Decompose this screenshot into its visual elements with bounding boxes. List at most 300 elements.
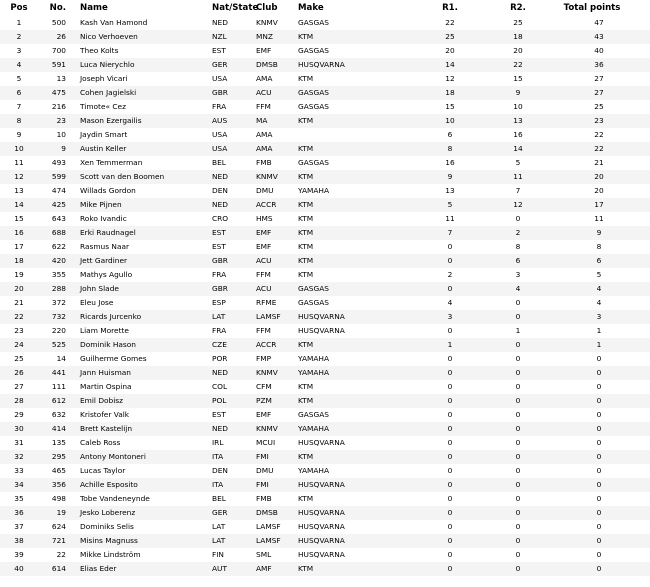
cell-no: 216 — [51, 102, 66, 111]
cell-r1: 10 — [445, 116, 455, 125]
cell-club: FMB — [256, 494, 272, 503]
cell-nat: EST — [212, 410, 226, 419]
cell-r2: 0 — [515, 550, 521, 559]
cell-club: KNMV — [256, 18, 278, 27]
cell-nat: FRA — [212, 326, 227, 335]
cell-name: Emil Dobisz — [80, 396, 124, 405]
cell-r2: 4 — [515, 284, 521, 293]
cell-r2: 0 — [515, 396, 521, 405]
cell-nat: LAT — [212, 312, 226, 321]
cell-pos: 34 — [14, 480, 24, 489]
cell-r2: 11 — [513, 172, 523, 181]
cell-no: 425 — [51, 200, 66, 209]
cell-total: 0 — [596, 564, 602, 573]
cell-no: 14 — [56, 354, 66, 363]
cell-club: FMI — [256, 452, 269, 461]
cell-r1: 12 — [445, 74, 455, 83]
cell-make: KTM — [298, 396, 314, 405]
cell-pos: 8 — [16, 116, 22, 125]
cell-no: 356 — [51, 480, 66, 489]
cell-name: Luca Nierychlo — [80, 60, 135, 69]
table-row — [0, 16, 650, 30]
cell-nat: FRA — [212, 270, 227, 279]
cell-r1: 11 — [445, 214, 455, 223]
cell-club: FMP — [256, 354, 272, 363]
table-row — [0, 506, 650, 520]
cell-make: KTM — [298, 116, 314, 125]
cell-r1: 6 — [447, 130, 453, 139]
cell-club: AMA — [256, 144, 273, 153]
header-no: No. — [49, 3, 66, 13]
cell-no: 622 — [51, 242, 66, 251]
cell-make: KTM — [298, 144, 314, 153]
cell-r1: 18 — [445, 88, 455, 97]
cell-name: Liam Morette — [80, 326, 129, 335]
cell-name: Scott van den Boomen — [80, 172, 165, 181]
cell-nat: DEN — [212, 466, 228, 475]
cell-r2: 18 — [513, 32, 523, 41]
cell-pos: 4 — [16, 60, 22, 69]
cell-r1: 16 — [445, 158, 455, 167]
cell-r1: 0 — [447, 536, 453, 545]
cell-r1: 7 — [447, 228, 453, 237]
cell-r2: 0 — [515, 312, 521, 321]
cell-pos: 1 — [16, 18, 22, 27]
cell-club: EMF — [256, 228, 272, 237]
cell-make: GASGAS — [298, 298, 329, 307]
cell-total: 20 — [594, 186, 604, 195]
table-row — [0, 212, 650, 226]
cell-r1: 0 — [447, 242, 453, 251]
cell-no: 355 — [51, 270, 66, 279]
cell-pos: 16 — [14, 228, 24, 237]
cell-name: Dominik Hason — [80, 340, 136, 349]
results-table-body — [0, 16, 650, 576]
cell-pos: 22 — [14, 312, 24, 321]
cell-make: KTM — [298, 340, 314, 349]
cell-nat: NED — [212, 172, 228, 181]
table-row — [0, 240, 650, 254]
cell-r1: 20 — [445, 46, 455, 55]
cell-nat: ESP — [212, 298, 226, 307]
table-row — [0, 268, 650, 282]
cell-name: Brett Kastelijn — [80, 424, 133, 433]
cell-make: GASGAS — [298, 88, 329, 97]
cell-nat: NED — [212, 200, 228, 209]
table-row — [0, 114, 650, 128]
cell-name: Misins Magnuss — [80, 536, 138, 545]
cell-total: 0 — [596, 480, 602, 489]
cell-r1: 0 — [447, 410, 453, 419]
cell-nat: EST — [212, 46, 226, 55]
cell-club: MA — [256, 116, 268, 125]
cell-nat: ITA — [212, 480, 224, 489]
cell-name: Caleb Ross — [80, 438, 121, 447]
cell-name: Kash Van Hamond — [80, 18, 148, 27]
cell-make: KTM — [298, 382, 314, 391]
cell-total: 23 — [594, 116, 604, 125]
cell-no: 500 — [51, 18, 66, 27]
cell-name: Antony Montoneri — [80, 452, 146, 461]
cell-make: KTM — [298, 256, 314, 265]
table-row — [0, 72, 650, 86]
cell-total: 0 — [596, 438, 602, 447]
cell-pos: 36 — [14, 508, 24, 517]
cell-total: 9 — [596, 228, 602, 237]
cell-total: 22 — [594, 130, 604, 139]
cell-r2: 8 — [515, 242, 521, 251]
cell-nat: BEL — [212, 158, 226, 167]
cell-no: 465 — [51, 466, 66, 475]
cell-club: AMA — [256, 74, 273, 83]
cell-nat: LAT — [212, 536, 226, 545]
table-row — [0, 30, 650, 44]
cell-nat: USA — [212, 74, 228, 83]
cell-r1: 0 — [447, 494, 453, 503]
cell-nat: GBR — [212, 284, 228, 293]
cell-make: KTM — [298, 32, 314, 41]
cell-r2: 0 — [515, 452, 521, 461]
cell-club: AMF — [256, 564, 272, 573]
cell-r1: 22 — [445, 18, 455, 27]
cell-total: 0 — [596, 424, 602, 433]
cell-nat: NED — [212, 424, 228, 433]
cell-no: 26 — [56, 32, 66, 41]
table-row — [0, 184, 650, 198]
cell-name: Martin Ospina — [80, 382, 132, 391]
header-pos: Pos — [10, 3, 28, 13]
cell-r2: 12 — [513, 200, 523, 209]
cell-club: ACU — [256, 88, 272, 97]
cell-r2: 0 — [515, 410, 521, 419]
table-row — [0, 548, 650, 562]
cell-pos: 18 — [14, 256, 24, 265]
cell-no: 22 — [56, 550, 66, 559]
cell-no: 475 — [51, 88, 66, 97]
cell-total: 8 — [596, 242, 602, 251]
cell-club: ACU — [256, 256, 272, 265]
table-row — [0, 324, 650, 338]
cell-pos: 13 — [14, 186, 24, 195]
header-r1: R1. — [442, 3, 458, 13]
table-row — [0, 254, 650, 268]
cell-club: RFME — [256, 298, 277, 307]
cell-nat: CZE — [212, 340, 227, 349]
cell-no: 493 — [51, 158, 66, 167]
cell-name: Austin Keller — [80, 144, 127, 153]
cell-r1: 0 — [447, 480, 453, 489]
cell-make: HUSQVARNA — [298, 438, 345, 447]
cell-r1: 0 — [447, 284, 453, 293]
cell-make: KTM — [298, 564, 314, 573]
table-row — [0, 562, 650, 576]
cell-total: 0 — [596, 368, 602, 377]
cell-no: 732 — [51, 312, 66, 321]
cell-r2: 22 — [513, 60, 523, 69]
cell-no: 721 — [51, 536, 66, 545]
cell-no: 10 — [56, 130, 66, 139]
table-row — [0, 520, 650, 534]
cell-make: HUSQVARNA — [298, 508, 345, 517]
cell-r2: 0 — [515, 340, 521, 349]
cell-club: FMB — [256, 158, 272, 167]
cell-club: SML — [256, 550, 272, 559]
cell-club: LAMSF — [256, 536, 281, 545]
cell-total: 40 — [594, 46, 604, 55]
cell-r1: 0 — [447, 396, 453, 405]
cell-total: 1 — [596, 340, 602, 349]
cell-total: 0 — [596, 452, 602, 461]
table-row — [0, 44, 650, 58]
cell-total: 20 — [594, 172, 604, 181]
cell-nat: CRO — [212, 214, 229, 223]
cell-pos: 25 — [14, 354, 24, 363]
cell-make: GASGAS — [298, 102, 329, 111]
cell-club: LAMSF — [256, 312, 281, 321]
cell-club: MCUI — [256, 438, 276, 447]
cell-nat: GER — [212, 508, 228, 517]
cell-name: Guilherme Gomes — [80, 354, 147, 363]
cell-r2: 0 — [515, 564, 521, 573]
cell-r2: 6 — [515, 256, 521, 265]
cell-r1: 5 — [447, 200, 453, 209]
cell-r2: 14 — [513, 144, 523, 153]
cell-make: YAMAHA — [298, 186, 330, 195]
table-row — [0, 310, 650, 324]
table-row — [0, 142, 650, 156]
cell-make: KTM — [298, 200, 314, 209]
cell-r2: 0 — [515, 536, 521, 545]
cell-name: Achille Esposito — [80, 480, 138, 489]
table-row — [0, 394, 650, 408]
header-name: Name — [80, 3, 108, 13]
cell-pos: 17 — [14, 242, 24, 251]
cell-total: 22 — [594, 144, 604, 153]
cell-pos: 5 — [16, 74, 22, 83]
cell-name: Mike Pijnen — [80, 200, 122, 209]
cell-r1: 3 — [447, 312, 453, 321]
cell-club: DMU — [256, 466, 274, 475]
table-row — [0, 478, 650, 492]
cell-total: 0 — [596, 354, 602, 363]
cell-club: KNMV — [256, 172, 278, 181]
cell-r2: 0 — [515, 494, 521, 503]
cell-nat: USA — [212, 144, 228, 153]
cell-no: 288 — [51, 284, 66, 293]
cell-name: Elias Eder — [80, 564, 117, 573]
cell-no: 420 — [51, 256, 66, 265]
table-row — [0, 282, 650, 296]
table-row — [0, 534, 650, 548]
cell-r1: 0 — [447, 424, 453, 433]
cell-total: 0 — [596, 522, 602, 531]
cell-pos: 23 — [14, 326, 24, 335]
cell-club: EMF — [256, 46, 272, 55]
table-row — [0, 436, 650, 450]
cell-r1: 1 — [447, 340, 453, 349]
cell-r2: 10 — [513, 102, 523, 111]
cell-r1: 0 — [447, 564, 453, 573]
cell-make: GASGAS — [298, 410, 329, 419]
cell-r2: 0 — [515, 214, 521, 223]
cell-pos: 39 — [14, 550, 24, 559]
cell-total: 0 — [596, 382, 602, 391]
cell-no: 23 — [56, 116, 66, 125]
cell-club: FFM — [256, 102, 271, 111]
cell-no: 599 — [51, 172, 66, 181]
cell-r2: 1 — [515, 326, 521, 335]
cell-pos: 3 — [16, 46, 22, 55]
table-row — [0, 198, 650, 212]
cell-total: 0 — [596, 466, 602, 475]
cell-name: Xen Temmerman — [80, 158, 143, 167]
table-row — [0, 58, 650, 72]
cell-club: EMF — [256, 242, 272, 251]
cell-r2: 0 — [515, 368, 521, 377]
cell-r2: 3 — [515, 270, 521, 279]
cell-nat: BEL — [212, 494, 226, 503]
cell-total: 5 — [596, 270, 602, 279]
cell-total: 0 — [596, 494, 602, 503]
cell-club: ACCR — [256, 200, 277, 209]
cell-make: KTM — [298, 494, 314, 503]
cell-pos: 19 — [14, 270, 24, 279]
cell-nat: USA — [212, 130, 228, 139]
cell-nat: AUT — [212, 564, 227, 573]
cell-make: KTM — [298, 74, 314, 83]
table-row — [0, 296, 650, 310]
cell-name: Tobe Vandeneynde — [80, 494, 150, 503]
cell-club: DMSB — [256, 508, 278, 517]
cell-club: MNZ — [256, 32, 273, 41]
cell-total: 25 — [594, 102, 604, 111]
table-row — [0, 352, 650, 366]
cell-pos: 12 — [14, 172, 24, 181]
cell-club: ACCR — [256, 340, 277, 349]
table-row — [0, 86, 650, 100]
cell-make: KTM — [298, 242, 314, 251]
cell-no: 19 — [56, 508, 66, 517]
cell-club: EMF — [256, 410, 272, 419]
cell-no: 9 — [61, 144, 66, 153]
cell-pos: 32 — [14, 452, 24, 461]
cell-nat: NED — [212, 18, 228, 27]
cell-name: Willads Gordon — [80, 186, 136, 195]
cell-nat: FIN — [212, 550, 224, 559]
cell-name: Timote« Cez — [80, 102, 126, 111]
table-row — [0, 422, 650, 436]
cell-pos: 15 — [14, 214, 24, 223]
cell-r1: 4 — [447, 298, 453, 307]
cell-total: 27 — [594, 88, 604, 97]
cell-no: 612 — [51, 396, 66, 405]
cell-no: 474 — [51, 186, 66, 195]
cell-nat: GER — [212, 60, 228, 69]
cell-pos: 30 — [14, 424, 24, 433]
cell-make: GASGAS — [298, 46, 329, 55]
cell-name: Lucas Taylor — [80, 466, 126, 475]
cell-pos: 38 — [14, 536, 24, 545]
cell-club: DMU — [256, 186, 274, 195]
cell-club: HMS — [256, 214, 273, 223]
cell-nat: AUS — [212, 116, 228, 125]
cell-r1: 0 — [447, 354, 453, 363]
cell-r2: 2 — [515, 228, 521, 237]
cell-r1: 15 — [445, 102, 455, 111]
cell-r2: 7 — [515, 186, 521, 195]
cell-make: KTM — [298, 228, 314, 237]
cell-make: HUSQVARNA — [298, 550, 345, 559]
cell-no: 700 — [51, 46, 66, 55]
table-row — [0, 464, 650, 478]
cell-no: 498 — [51, 494, 66, 503]
cell-r2: 0 — [515, 522, 521, 531]
cell-make: HUSQVARNA — [298, 522, 345, 531]
cell-no: 13 — [56, 74, 66, 83]
cell-nat: NED — [212, 368, 228, 377]
cell-make: YAMAHA — [298, 424, 330, 433]
cell-nat: POL — [212, 396, 227, 405]
cell-no: 525 — [51, 340, 66, 349]
cell-make: HUSQVARNA — [298, 312, 345, 321]
cell-r2: 0 — [515, 382, 521, 391]
cell-r1: 14 — [445, 60, 455, 69]
cell-pos: 6 — [16, 88, 22, 97]
cell-name: Dominiks Selis — [80, 522, 134, 531]
cell-nat: GBR — [212, 88, 228, 97]
cell-pos: 9 — [16, 130, 22, 139]
table-row — [0, 338, 650, 352]
cell-total: 27 — [594, 74, 604, 83]
cell-total: 0 — [596, 410, 602, 419]
table-row — [0, 380, 650, 394]
cell-pos: 11 — [14, 158, 24, 167]
cell-make: HUSQVARNA — [298, 536, 345, 545]
cell-make: KTM — [298, 452, 314, 461]
cell-make: KTM — [298, 270, 314, 279]
cell-total: 1 — [596, 326, 602, 335]
cell-nat: ITA — [212, 452, 224, 461]
cell-r2: 0 — [515, 508, 521, 517]
cell-r1: 0 — [447, 466, 453, 475]
cell-total: 4 — [596, 284, 602, 293]
cell-name: Joseph Vicari — [80, 74, 128, 83]
cell-r1: 0 — [447, 550, 453, 559]
cell-no: 135 — [51, 438, 66, 447]
cell-name: Mathys Agullo — [80, 270, 133, 279]
cell-r1: 8 — [447, 144, 453, 153]
cell-r1: 0 — [447, 368, 453, 377]
header-total: Total points — [563, 3, 621, 13]
cell-r2: 0 — [515, 466, 521, 475]
cell-club: CFM — [256, 382, 272, 391]
cell-club: DMSB — [256, 60, 278, 69]
cell-club: KNMV — [256, 368, 278, 377]
cell-nat: NZL — [212, 32, 227, 41]
cell-r2: 15 — [513, 74, 523, 83]
cell-name: Jaydin Smart — [80, 130, 128, 139]
cell-pos: 27 — [14, 382, 24, 391]
cell-r2: 20 — [513, 46, 523, 55]
cell-r2: 0 — [515, 438, 521, 447]
table-row — [0, 156, 650, 170]
cell-name: Ricards Jurcenko — [80, 312, 142, 321]
cell-pos: 33 — [14, 466, 24, 475]
cell-make: GASGAS — [298, 284, 329, 293]
cell-total: 0 — [596, 536, 602, 545]
cell-make: KTM — [298, 214, 314, 223]
cell-total: 3 — [596, 312, 602, 321]
